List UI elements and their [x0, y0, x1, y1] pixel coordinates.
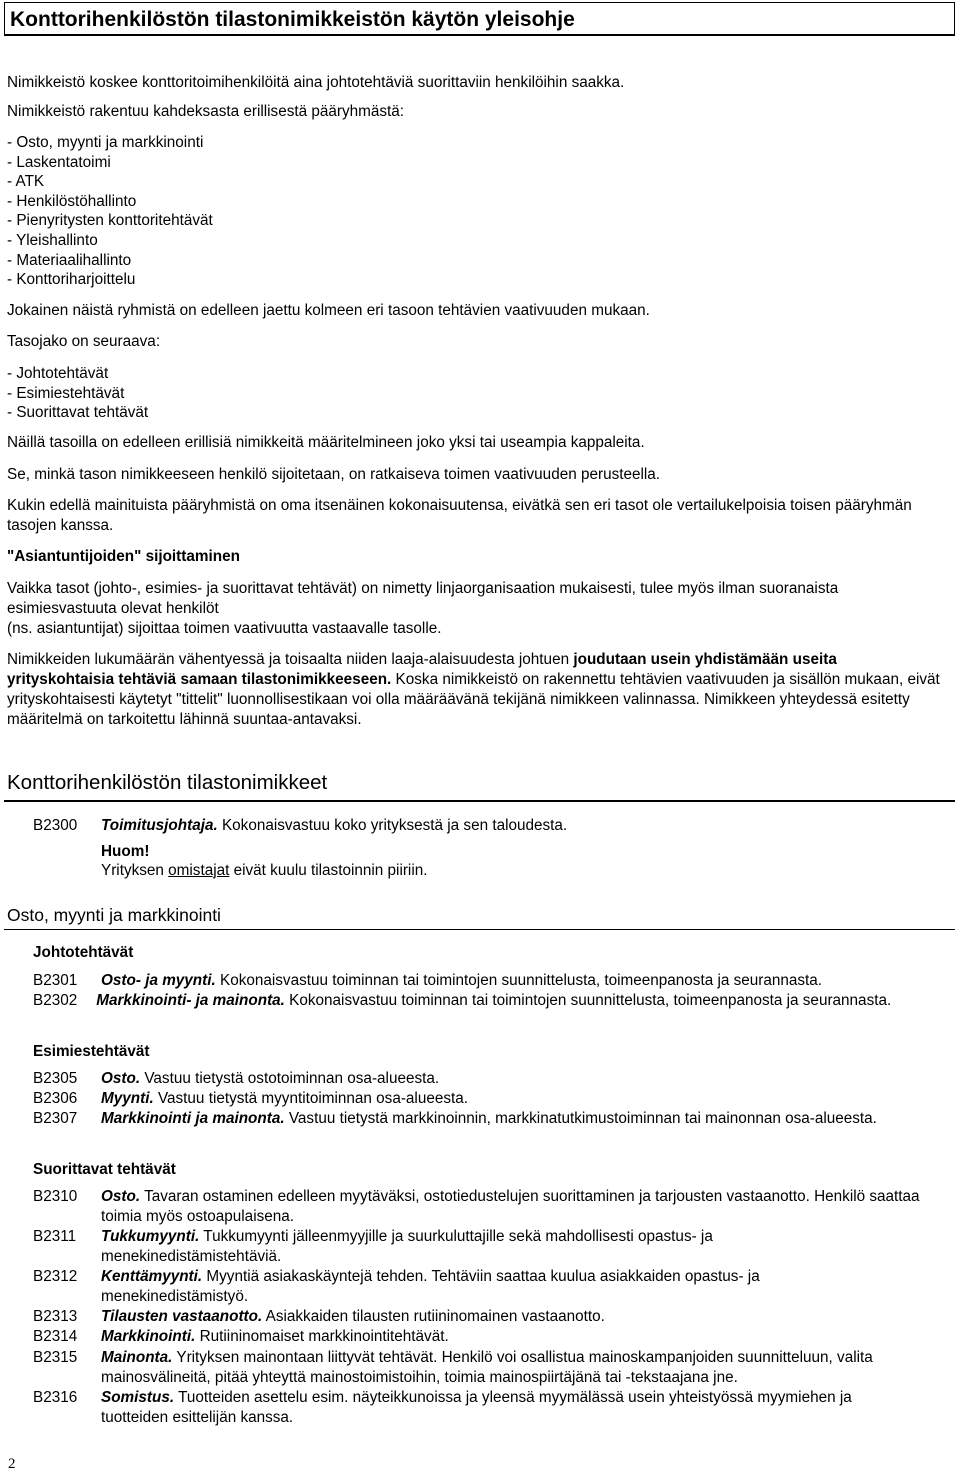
text-b2316: Tuotteiden asettelu esim. näyteikkunoissa ja yleensä myymälässä usein yhteistyössä myymiehen ja tuotteiden esittelijän kanssa. — [101, 1389, 852, 1426]
main-group-item: - Osto, myynti ja markkinointi — [7, 134, 204, 151]
note-text-underlined: omistajat — [168, 862, 230, 879]
intro-paragraph-1: Nimikkeistö koskee konttoritoimihenkilöitä aina johtotehtäviä suorittaviin henkilöihin saakka. — [7, 74, 625, 91]
text-b2312: Myyntiä asiakaskäyntejä tehden. Tehtäviin saattaa kuulua asiakkaiden opastus- ja menekinedistämistyö. — [101, 1268, 760, 1305]
desc-b2315 — [101, 1348, 941, 1388]
merge-text-b: Koska nimikkeistö on rakennettu tehtävien vaativuuden ja sisällön mukaan, eivät yrityskohtaisesti käytetyt "tittelit" luonnollisestikaan voi olla määräävänä tekijänä nimikkeen valinnassa. Nimikkeen yhteydessä esitetty määritelmä on tarkoitettu lähinnä suuntaa-antavaksi. — [7, 671, 940, 728]
main-group-item: - Yleishallinto — [7, 232, 98, 249]
title-b2305: Osto. — [101, 1070, 141, 1087]
code-b2315: B2315 — [33, 1349, 78, 1366]
merge-text-bold: joudutaan usein yhdistämään useita yrityskohtaisia tehtäviä samaan tilastonimikkeeseen. — [7, 651, 837, 688]
intro-paragraph-2: Nimikkeistö rakentuu kahdeksasta erillisestä pääryhmästä: — [7, 103, 405, 120]
entry-b2302 — [33, 991, 953, 1011]
level-item: - Esimiestehtävät — [7, 385, 125, 402]
code-b2307: B2307 — [33, 1110, 78, 1127]
desc-b2310 — [101, 1187, 921, 1227]
title-b2306: Myynti. — [101, 1090, 154, 1107]
section-heading: Konttorihenkilöstön tilastonimikkeet — [7, 771, 328, 794]
text-b2311: Tukkumyynti jälleenmyyjille ja suurkuluttajille sekä mahdollisesti opastus- ja menekinedistämistehtäviä. — [101, 1228, 713, 1265]
text-b2302: Kokonaisvastuu toiminnan tai toimintojen suunnittelusta, toimeenpanosta ja seurannasta. — [284, 992, 892, 1009]
main-group-item: - Henkilöstöhallinto — [7, 193, 137, 210]
section-heading-box — [4, 768, 955, 802]
title-b2307: Markkinointi ja mainonta. — [101, 1110, 285, 1127]
text-b2307: Vastuu tietystä markkinoinnin, markkinatutkimustoiminnan tai mainonnan osa-alueesta. — [284, 1110, 877, 1127]
main-group-item: - Pienyritysten konttoritehtävät — [7, 212, 213, 229]
level-item: - Johtotehtävät — [7, 365, 109, 382]
text-b2310: Tavaran ostaminen edelleen myytäväksi, ostotiedustelujen suorittaminen ja tarjousten vastaanotto. Henkilö saattaa toimia myös ostoapulaisena. — [101, 1188, 920, 1225]
desc-b2306 — [101, 1089, 951, 1109]
title-b2315: Mainonta. — [101, 1349, 173, 1366]
desc-b2307 — [101, 1109, 921, 1129]
levels-paragraph-2: Se, minkä tason nimikkeeseen henkilö sijoitetaan, on ratkaiseva toimen vaativuuden perusteella. — [7, 466, 661, 483]
document-title: Konttorihenkilöstön tilastonimikkeistön käytön yleisohje — [10, 8, 575, 31]
b2300-text: Kokonaisvastuu koko yrityksestä ja sen taloudesta. — [217, 817, 568, 834]
title-b2312: Kenttämyynti. — [101, 1268, 203, 1285]
code-b2314: B2314 — [33, 1328, 78, 1345]
group-heading: Osto, myynti ja markkinointi — [7, 905, 221, 925]
merge-paragraph — [7, 650, 947, 730]
code-b2310: B2310 — [33, 1188, 78, 1205]
text-b2314: Rutiininomaiset markkinointitehtävät. — [195, 1328, 449, 1345]
title-b2313: Tilausten vastaanotto. — [101, 1308, 263, 1325]
title-b2311: Tukkumyynti. — [101, 1228, 200, 1245]
level-item: - Suorittavat tehtävät — [7, 404, 149, 421]
levels-paragraph-1: Näillä tasoilla on edelleen erillisiä nimikkeitä määritelmineen joko yksi tai useampia kappaleita. — [7, 434, 645, 451]
levels-intro: Jokainen näistä ryhmistä on edelleen jaettu kolmeen eri tasoon tehtävien vaativuuden mukaan. — [7, 302, 650, 319]
johto-heading: Johtotehtävät — [33, 944, 134, 961]
b2300-code: B2300 — [33, 817, 78, 834]
text-b2306: Vastuu tietystä myyntitoiminnan osa-alueesta. — [153, 1090, 469, 1107]
main-group-item: - ATK — [7, 173, 45, 190]
text-b2305: Vastuu tietystä ostotoiminnan osa-alueesta. — [140, 1070, 440, 1087]
code-b2305: B2305 — [33, 1070, 78, 1087]
document-title-box — [4, 2, 955, 36]
title-b2310: Osto. — [101, 1188, 141, 1205]
note-label: Huom! — [101, 843, 150, 860]
desc-b2301 — [101, 971, 951, 991]
title-b2314: Markkinointi. — [101, 1328, 196, 1345]
suorittavat-heading: Suorittavat tehtävät — [33, 1161, 176, 1178]
group-heading-box — [4, 905, 955, 930]
title-b2316: Somistus. — [101, 1389, 175, 1406]
desc-b2313 — [101, 1307, 951, 1327]
desc-b2316 — [101, 1388, 921, 1428]
desc-b2312 — [101, 1267, 911, 1307]
experts-heading: "Asiantuntijoiden" sijoittaminen — [7, 548, 240, 565]
note-text-a: Yrityksen — [101, 862, 169, 879]
text-b2313: Asiakkaiden tilausten rutiininomainen vastaanotto. — [262, 1308, 605, 1325]
experts-paragraph-1: Vaikka tasot (johto-, esimies- ja suorittavat tehtävät) on nimetty linjaorganisaation mukaisesti, tulee myös ilman suoranaista esimiesvastuuta olevat henkilöt — [7, 580, 839, 617]
code-b2313: B2313 — [33, 1308, 78, 1325]
text-b2315: Yrityksen mainontaan liittyvät tehtävät. Henkilö voi osallistua mainoskampanjoiden suunnitteluun, valita mainosvälineitä, pitää yhteyttä mainostoimistoihin, toimia mainospiirtäjänä tai -tekstaajana jne. — [101, 1349, 873, 1386]
page-number: 2 — [8, 1456, 16, 1472]
code-b2312: B2312 — [33, 1268, 78, 1285]
desc-b2311 — [101, 1227, 861, 1267]
main-group-item: - Laskentatoimi — [7, 154, 111, 171]
code-b2306: B2306 — [33, 1090, 78, 1107]
levels-paragraph-3: Kukin edellä mainituista pääryhmistä on oma itsenäinen kokonaisuutensa, eivätkä sen eri tasot ole vertailukelpoisia toisen pääryhmän tasojen kanssa. — [7, 497, 912, 534]
code-b2311: B2311 — [33, 1228, 77, 1245]
merge-text-a: Nimikkeiden lukumäärän vähentyessä ja toisaalta niiden laaja-alaisuudesta johtuen — [7, 651, 574, 668]
text-b2301: Kokonaisvastuu toiminnan tai toimintojen suunnittelusta, toimeenpanosta ja seurannasta. — [215, 972, 823, 989]
note-text-b: eivät kuulu tilastoinnin piiriin. — [229, 862, 428, 879]
b2300-description — [101, 816, 941, 836]
title-b2302: Markkinointi- ja mainonta. — [96, 992, 285, 1009]
code-b2301: B2301 — [33, 972, 78, 989]
main-group-item: - Materiaalihallinto — [7, 252, 132, 269]
main-group-item: - Konttoriharjoittelu — [7, 271, 136, 288]
code-b2302: B2302 — [33, 992, 78, 1009]
title-b2301: Osto- ja myynti. — [101, 972, 216, 989]
desc-b2305 — [101, 1069, 951, 1089]
note-text — [101, 861, 941, 881]
esimies-heading: Esimiestehtävät — [33, 1043, 150, 1060]
b2300-title: Toimitusjohtaja. — [101, 817, 218, 834]
levels-heading: Tasojako on seuraava: — [7, 333, 161, 350]
code-b2316: B2316 — [33, 1389, 78, 1406]
desc-b2314 — [101, 1327, 951, 1347]
experts-paragraph-2: (ns. asiantuntijat) sijoittaa toimen vaativuutta vastaavalle tasolle. — [7, 620, 442, 637]
